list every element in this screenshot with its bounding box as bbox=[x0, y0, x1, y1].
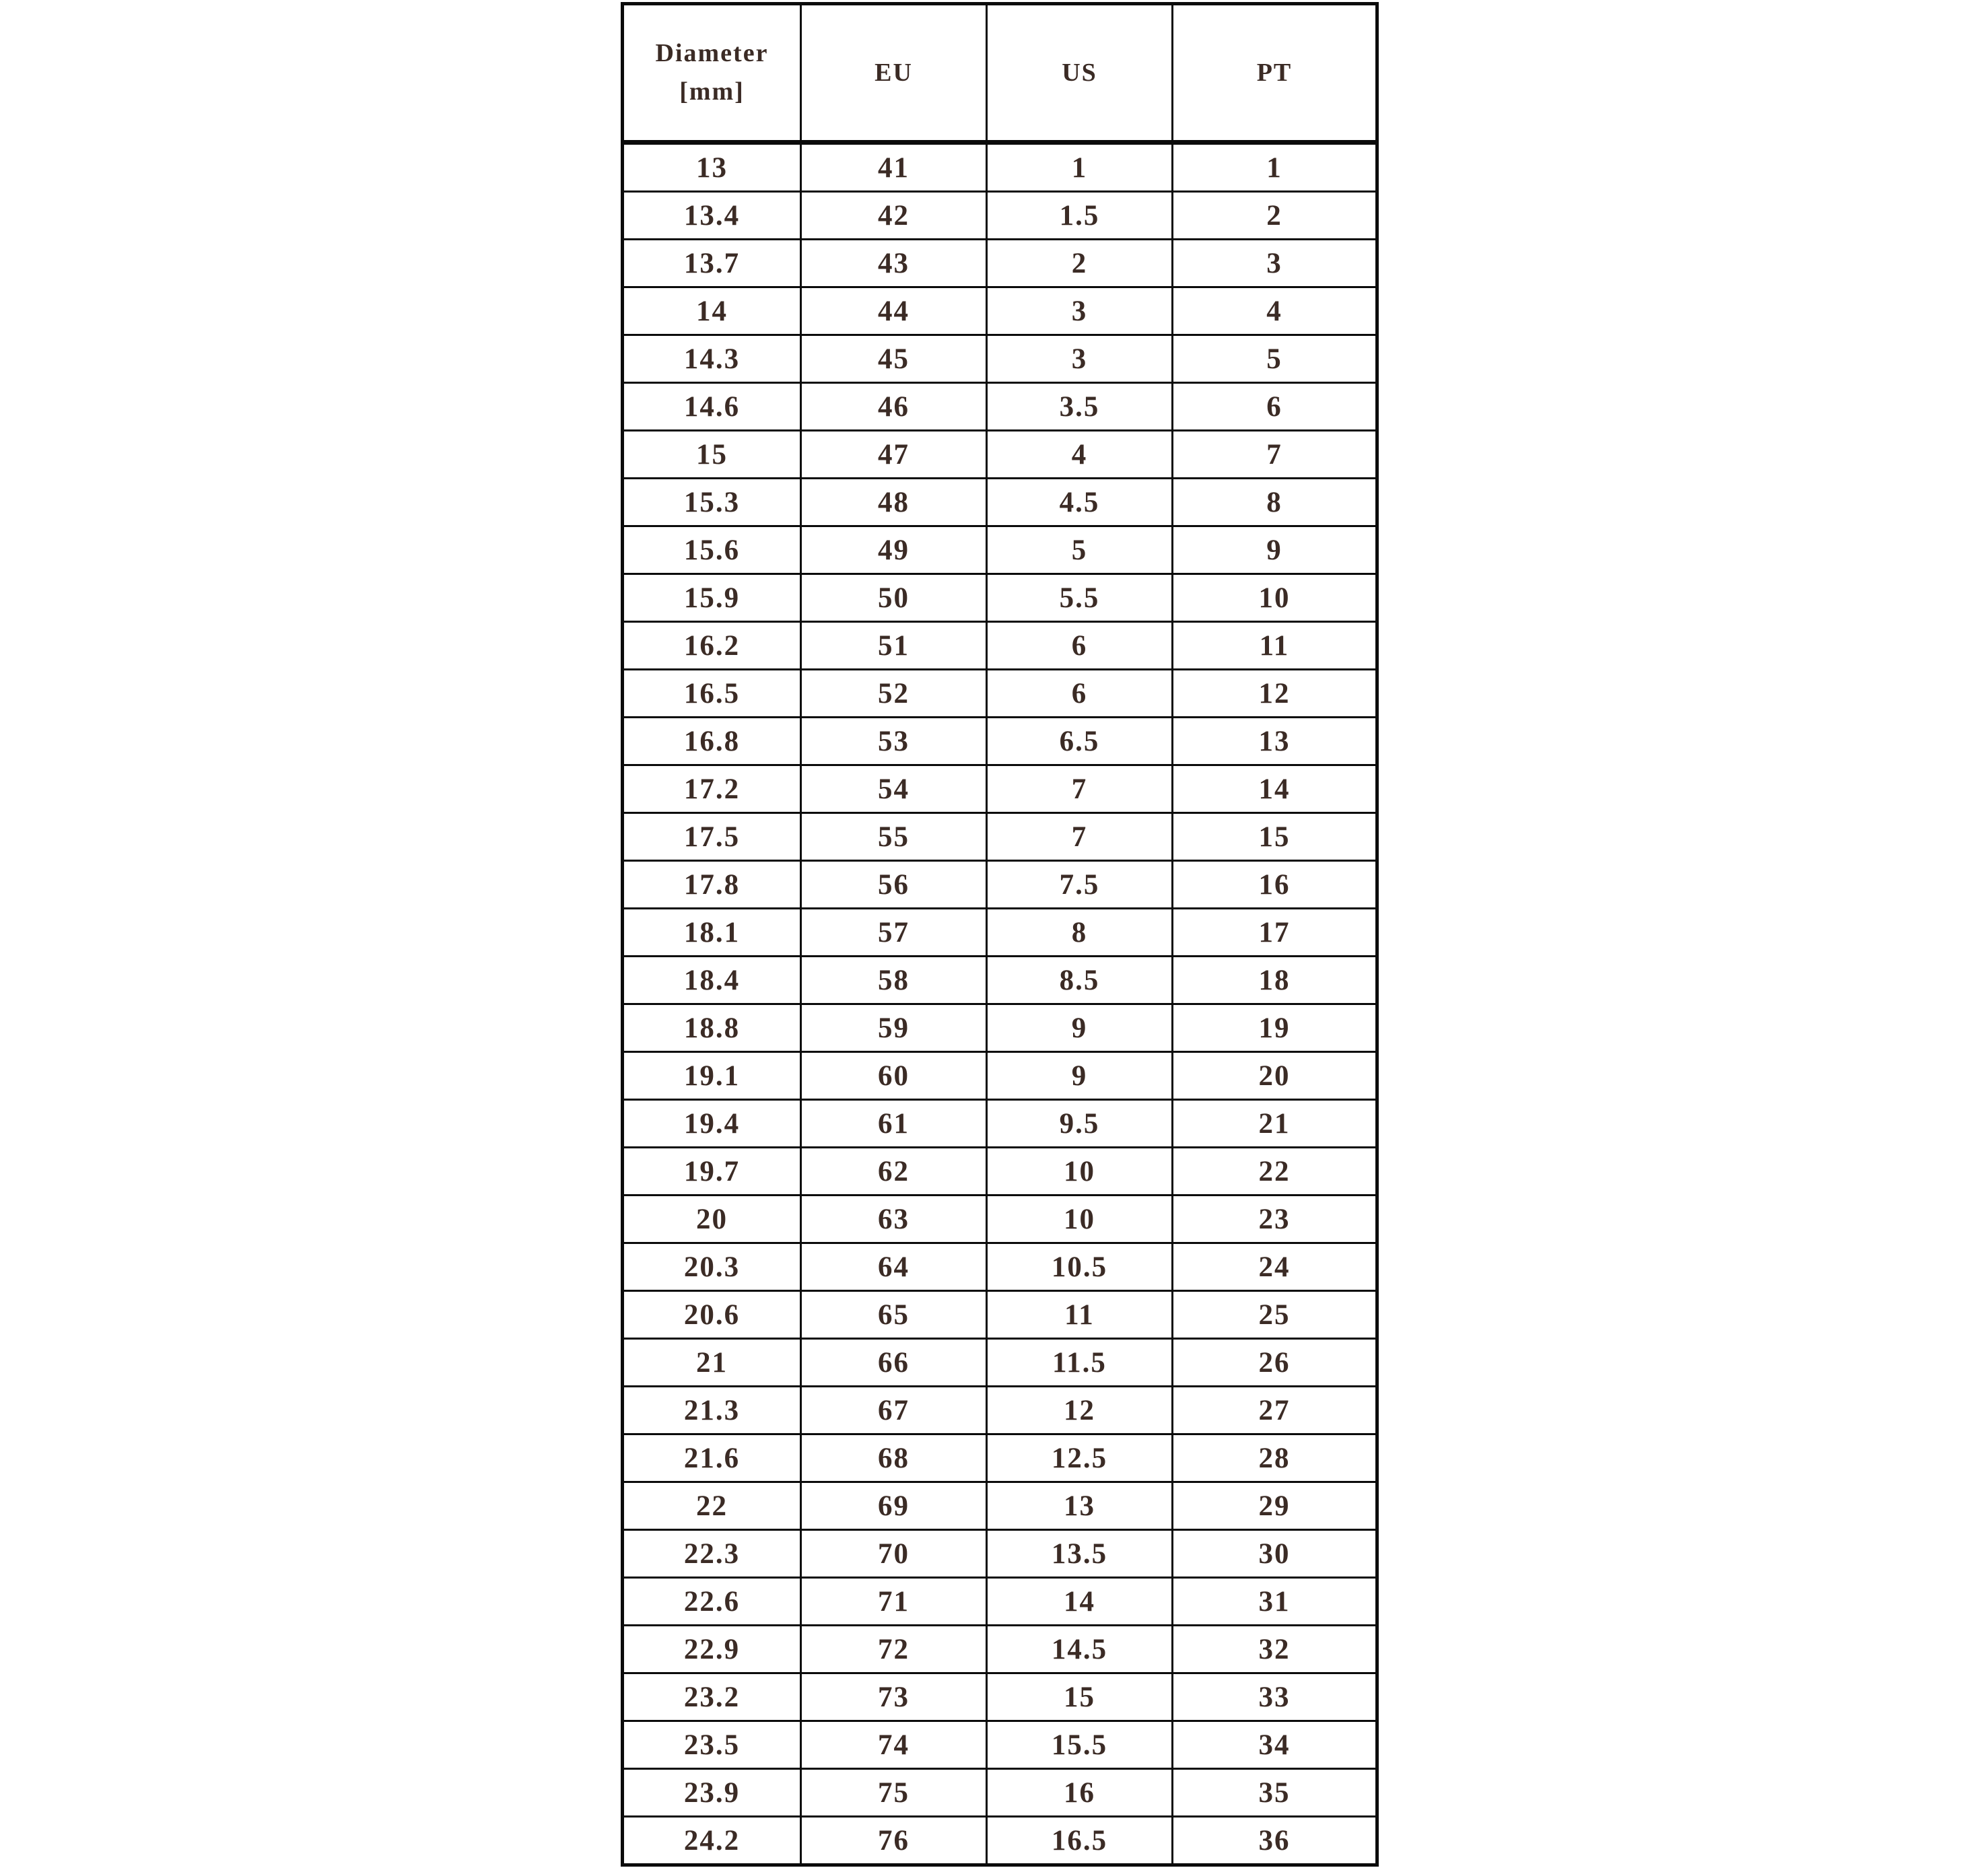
diameter-mm-cell: 18.4 bbox=[623, 957, 801, 1004]
us-size-cell: 7 bbox=[987, 765, 1173, 813]
table-body bbox=[623, 143, 1377, 1865]
eu-size-cell: 50 bbox=[801, 574, 987, 622]
diameter-mm-cell: 14 bbox=[623, 287, 801, 335]
eu-size-cell: 72 bbox=[801, 1626, 987, 1673]
pt-size-cell: 18 bbox=[1173, 957, 1377, 1004]
diameter-mm-cell: 19.1 bbox=[623, 1052, 801, 1100]
eu-size-cell: 75 bbox=[801, 1769, 987, 1817]
table-row bbox=[623, 813, 1377, 861]
diameter-mm-cell: 23.9 bbox=[623, 1769, 801, 1817]
us-size-cell: 4 bbox=[987, 431, 1173, 479]
diameter-mm-cell: 17.8 bbox=[623, 861, 801, 909]
pt-size-cell: 11 bbox=[1173, 622, 1377, 670]
pt-size-cell: 24 bbox=[1173, 1243, 1377, 1291]
eu-size-cell: 64 bbox=[801, 1243, 987, 1291]
table-row bbox=[623, 1148, 1377, 1196]
diameter-mm-cell: 23.5 bbox=[623, 1721, 801, 1769]
pt-size-cell: 34 bbox=[1173, 1721, 1377, 1769]
eu-size-cell: 47 bbox=[801, 431, 987, 479]
table-row bbox=[623, 1769, 1377, 1817]
column-header-text: [mm] bbox=[679, 77, 745, 106]
eu-size-cell: 44 bbox=[801, 287, 987, 335]
pt-size-cell: 15 bbox=[1173, 813, 1377, 861]
pt-size-cell: 9 bbox=[1173, 526, 1377, 574]
table-row bbox=[623, 574, 1377, 622]
eu-size-cell: 46 bbox=[801, 383, 987, 431]
eu-size-cell: 60 bbox=[801, 1052, 987, 1100]
pt-size-cell: 2 bbox=[1173, 192, 1377, 240]
eu-size-cell: 63 bbox=[801, 1196, 987, 1243]
pt-size-cell: 21 bbox=[1173, 1100, 1377, 1148]
pt-size-cell: 35 bbox=[1173, 1769, 1377, 1817]
pt-size-cell: 17 bbox=[1173, 909, 1377, 957]
us-size-cell: 11.5 bbox=[987, 1339, 1173, 1387]
table-row bbox=[623, 1434, 1377, 1482]
eu-size-cell: 65 bbox=[801, 1291, 987, 1339]
us-size-cell: 5 bbox=[987, 526, 1173, 574]
eu-size-cell: 51 bbox=[801, 622, 987, 670]
pt-size-cell: 23 bbox=[1173, 1196, 1377, 1243]
us-size-cell: 10 bbox=[987, 1196, 1173, 1243]
us-size-cell: 10.5 bbox=[987, 1243, 1173, 1291]
us-size-cell: 8.5 bbox=[987, 957, 1173, 1004]
pt-size-cell: 20 bbox=[1173, 1052, 1377, 1100]
us-size-cell: 9 bbox=[987, 1004, 1173, 1052]
diameter-mm-cell: 24.2 bbox=[623, 1817, 801, 1865]
pt-size-cell: 29 bbox=[1173, 1482, 1377, 1530]
eu-size-cell: 62 bbox=[801, 1148, 987, 1196]
diameter-mm-cell: 22 bbox=[623, 1482, 801, 1530]
us-size-cell: 15.5 bbox=[987, 1721, 1173, 1769]
table-row bbox=[623, 1817, 1377, 1865]
diameter-mm-cell: 18.8 bbox=[623, 1004, 801, 1052]
table-row bbox=[623, 192, 1377, 240]
us-size-cell: 9 bbox=[987, 1052, 1173, 1100]
diameter-mm-cell: 21 bbox=[623, 1339, 801, 1387]
table-row bbox=[623, 1196, 1377, 1243]
pt-size-cell: 13 bbox=[1173, 718, 1377, 765]
diameter-mm-cell: 23.2 bbox=[623, 1673, 801, 1721]
pt-size-cell: 10 bbox=[1173, 574, 1377, 622]
table-row bbox=[623, 1721, 1377, 1769]
table-row bbox=[623, 957, 1377, 1004]
table-row bbox=[623, 479, 1377, 526]
us-size-cell: 14 bbox=[987, 1578, 1173, 1626]
eu-size-cell: 59 bbox=[801, 1004, 987, 1052]
eu-size-cell: 70 bbox=[801, 1530, 987, 1578]
diameter-mm-cell: 21.3 bbox=[623, 1387, 801, 1434]
us-size-cell: 13 bbox=[987, 1482, 1173, 1530]
us-size-cell: 12.5 bbox=[987, 1434, 1173, 1482]
diameter-mm-cell: 13.7 bbox=[623, 240, 801, 287]
column-header-diameter-mm bbox=[623, 4, 801, 143]
table-row bbox=[623, 335, 1377, 383]
us-size-cell: 15 bbox=[987, 1673, 1173, 1721]
diameter-mm-cell: 14.6 bbox=[623, 383, 801, 431]
pt-size-cell: 28 bbox=[1173, 1434, 1377, 1482]
table-row bbox=[623, 1100, 1377, 1148]
us-size-cell: 4.5 bbox=[987, 479, 1173, 526]
table-row bbox=[623, 1339, 1377, 1387]
table-row bbox=[623, 1530, 1377, 1578]
table-row bbox=[623, 670, 1377, 718]
diameter-mm-cell: 17.2 bbox=[623, 765, 801, 813]
column-header-text: PT bbox=[1256, 58, 1293, 87]
eu-size-cell: 66 bbox=[801, 1339, 987, 1387]
eu-size-cell: 73 bbox=[801, 1673, 987, 1721]
pt-size-cell: 7 bbox=[1173, 431, 1377, 479]
table-row bbox=[623, 1673, 1377, 1721]
column-header-text: Diameter bbox=[655, 39, 769, 67]
diameter-mm-cell: 22.3 bbox=[623, 1530, 801, 1578]
eu-size-cell: 52 bbox=[801, 670, 987, 718]
eu-size-cell: 69 bbox=[801, 1482, 987, 1530]
eu-size-cell: 67 bbox=[801, 1387, 987, 1434]
us-size-cell: 3 bbox=[987, 287, 1173, 335]
us-size-cell: 1.5 bbox=[987, 192, 1173, 240]
eu-size-cell: 54 bbox=[801, 765, 987, 813]
us-size-cell: 2 bbox=[987, 240, 1173, 287]
us-size-cell: 5.5 bbox=[987, 574, 1173, 622]
diameter-mm-cell: 15.3 bbox=[623, 479, 801, 526]
table-row bbox=[623, 909, 1377, 957]
table-row bbox=[623, 1578, 1377, 1626]
us-size-cell: 8 bbox=[987, 909, 1173, 957]
us-size-cell: 6 bbox=[987, 622, 1173, 670]
table-row bbox=[623, 765, 1377, 813]
table-row bbox=[623, 1482, 1377, 1530]
diameter-mm-cell: 17.5 bbox=[623, 813, 801, 861]
us-size-cell: 16.5 bbox=[987, 1817, 1173, 1865]
pt-size-cell: 5 bbox=[1173, 335, 1377, 383]
column-header-text: US bbox=[1062, 58, 1097, 87]
pt-size-cell: 8 bbox=[1173, 479, 1377, 526]
pt-size-cell: 22 bbox=[1173, 1148, 1377, 1196]
us-size-cell: 10 bbox=[987, 1148, 1173, 1196]
eu-size-cell: 42 bbox=[801, 192, 987, 240]
table-row bbox=[623, 861, 1377, 909]
us-size-cell: 6.5 bbox=[987, 718, 1173, 765]
eu-size-cell: 68 bbox=[801, 1434, 987, 1482]
eu-size-cell: 71 bbox=[801, 1578, 987, 1626]
table-row bbox=[623, 383, 1377, 431]
diameter-mm-cell: 18.1 bbox=[623, 909, 801, 957]
us-size-cell: 1 bbox=[987, 143, 1173, 192]
pt-size-cell: 14 bbox=[1173, 765, 1377, 813]
us-size-cell: 12 bbox=[987, 1387, 1173, 1434]
eu-size-cell: 56 bbox=[801, 861, 987, 909]
eu-size-cell: 53 bbox=[801, 718, 987, 765]
pt-size-cell: 3 bbox=[1173, 240, 1377, 287]
diameter-mm-cell: 19.4 bbox=[623, 1100, 801, 1148]
table-row bbox=[623, 287, 1377, 335]
pt-size-cell: 27 bbox=[1173, 1387, 1377, 1434]
diameter-mm-cell: 20.3 bbox=[623, 1243, 801, 1291]
us-size-cell: 14.5 bbox=[987, 1626, 1173, 1673]
pt-size-cell: 36 bbox=[1173, 1817, 1377, 1865]
pt-size-cell: 30 bbox=[1173, 1530, 1377, 1578]
column-header-us bbox=[987, 4, 1173, 143]
column-header-text: EU bbox=[875, 58, 913, 87]
us-size-cell: 6 bbox=[987, 670, 1173, 718]
table-row bbox=[623, 526, 1377, 574]
table-row bbox=[623, 1387, 1377, 1434]
column-header-pt bbox=[1173, 4, 1377, 143]
eu-size-cell: 61 bbox=[801, 1100, 987, 1148]
diameter-mm-cell: 13 bbox=[623, 143, 801, 192]
table-row bbox=[623, 240, 1377, 287]
diameter-mm-cell: 22.6 bbox=[623, 1578, 801, 1626]
pt-size-cell: 4 bbox=[1173, 287, 1377, 335]
table-row bbox=[623, 1052, 1377, 1100]
eu-size-cell: 55 bbox=[801, 813, 987, 861]
eu-size-cell: 41 bbox=[801, 143, 987, 192]
column-header-eu bbox=[801, 4, 987, 143]
pt-size-cell: 32 bbox=[1173, 1626, 1377, 1673]
us-size-cell: 7.5 bbox=[987, 861, 1173, 909]
diameter-mm-cell: 20.6 bbox=[623, 1291, 801, 1339]
us-size-cell: 16 bbox=[987, 1769, 1173, 1817]
us-size-cell: 9.5 bbox=[987, 1100, 1173, 1148]
pt-size-cell: 1 bbox=[1173, 143, 1377, 192]
pt-size-cell: 25 bbox=[1173, 1291, 1377, 1339]
ring-size-conversion-table bbox=[621, 2, 1379, 1867]
us-size-cell: 3.5 bbox=[987, 383, 1173, 431]
pt-size-cell: 31 bbox=[1173, 1578, 1377, 1626]
us-size-cell: 11 bbox=[987, 1291, 1173, 1339]
diameter-mm-cell: 21.6 bbox=[623, 1434, 801, 1482]
eu-size-cell: 76 bbox=[801, 1817, 987, 1865]
diameter-mm-cell: 19.7 bbox=[623, 1148, 801, 1196]
table-header bbox=[623, 4, 1377, 143]
pt-size-cell: 33 bbox=[1173, 1673, 1377, 1721]
eu-size-cell: 58 bbox=[801, 957, 987, 1004]
eu-size-cell: 48 bbox=[801, 479, 987, 526]
diameter-mm-cell: 22.9 bbox=[623, 1626, 801, 1673]
table-row bbox=[623, 143, 1377, 192]
diameter-mm-cell: 16.2 bbox=[623, 622, 801, 670]
diameter-mm-cell: 13.4 bbox=[623, 192, 801, 240]
diameter-mm-cell: 15 bbox=[623, 431, 801, 479]
table-row bbox=[623, 718, 1377, 765]
eu-size-cell: 57 bbox=[801, 909, 987, 957]
us-size-cell: 7 bbox=[987, 813, 1173, 861]
table-row bbox=[623, 1626, 1377, 1673]
pt-size-cell: 6 bbox=[1173, 383, 1377, 431]
eu-size-cell: 49 bbox=[801, 526, 987, 574]
eu-size-cell: 74 bbox=[801, 1721, 987, 1769]
table-row bbox=[623, 1291, 1377, 1339]
diameter-mm-cell: 16.5 bbox=[623, 670, 801, 718]
pt-size-cell: 16 bbox=[1173, 861, 1377, 909]
pt-size-cell: 26 bbox=[1173, 1339, 1377, 1387]
diameter-mm-cell: 14.3 bbox=[623, 335, 801, 383]
diameter-mm-cell: 16.8 bbox=[623, 718, 801, 765]
table-row bbox=[623, 431, 1377, 479]
table-row bbox=[623, 1243, 1377, 1291]
eu-size-cell: 45 bbox=[801, 335, 987, 383]
table-row bbox=[623, 622, 1377, 670]
eu-size-cell: 43 bbox=[801, 240, 987, 287]
diameter-mm-cell: 15.9 bbox=[623, 574, 801, 622]
header-row bbox=[623, 4, 1377, 143]
pt-size-cell: 19 bbox=[1173, 1004, 1377, 1052]
pt-size-cell: 12 bbox=[1173, 670, 1377, 718]
diameter-mm-cell: 20 bbox=[623, 1196, 801, 1243]
us-size-cell: 3 bbox=[987, 335, 1173, 383]
us-size-cell: 13.5 bbox=[987, 1530, 1173, 1578]
diameter-mm-cell: 15.6 bbox=[623, 526, 801, 574]
table-row bbox=[623, 1004, 1377, 1052]
